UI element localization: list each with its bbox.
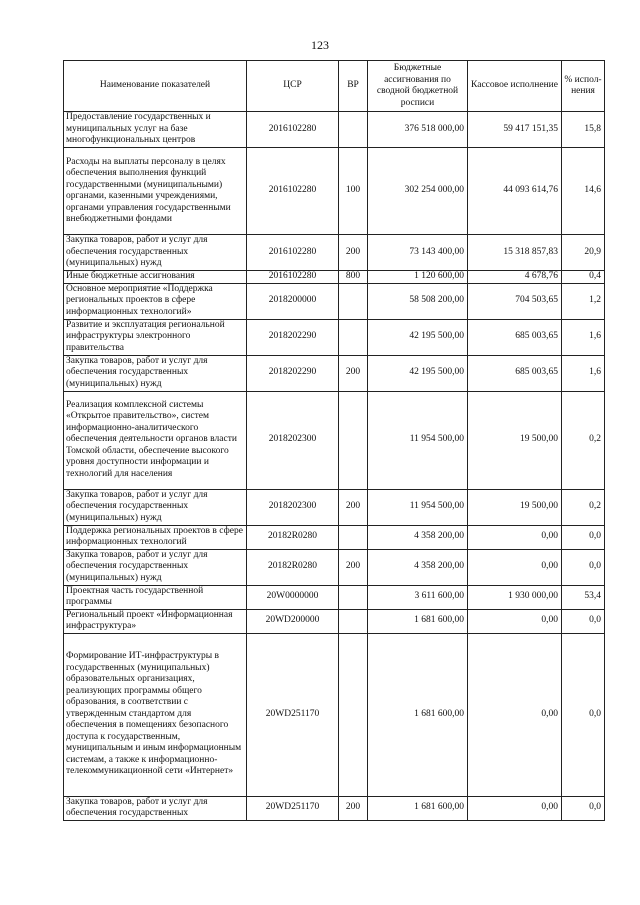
row-csr: 20W0000000 — [247, 585, 339, 609]
row-assigned: 58 508 200,00 — [368, 283, 468, 319]
row-pct: 0,4 — [562, 271, 605, 284]
table-row — [64, 489, 605, 525]
row-vr — [339, 319, 368, 355]
row-pct: 14,6 — [562, 148, 605, 235]
row-csr: 20WD251170 — [247, 796, 339, 820]
row-cash: 0,00 — [468, 609, 562, 633]
row-csr: 20182R0280 — [247, 549, 339, 585]
budget-table — [63, 60, 605, 821]
row-cash: 704 503,65 — [468, 283, 562, 319]
row-pct: 53,4 — [562, 585, 605, 609]
row-cash: 685 003,65 — [468, 355, 562, 391]
row-csr: 2018202300 — [247, 391, 339, 489]
table-row — [64, 235, 605, 271]
row-vr — [339, 391, 368, 489]
table-row — [64, 391, 605, 489]
row-name: Закупка товаров, работ и услуг для обеспечения государственных (муниципальных) нужд — [64, 489, 247, 525]
row-name: Развитие и эксплуатация региональной инфраструктуры электронного правительства — [64, 319, 247, 355]
row-name: Закупка товаров, работ и услуг для обеспечения государственных (муниципальных) нужд — [64, 235, 247, 271]
row-pct: 0,0 — [562, 796, 605, 820]
row-name: Иные бюджетные ассигнования — [64, 271, 247, 284]
row-cash: 0,00 — [468, 525, 562, 549]
row-name: Основное мероприятие «Поддержка региональных проектов в сфере информационных технологий» — [64, 283, 247, 319]
row-vr: 200 — [339, 549, 368, 585]
table-row — [64, 549, 605, 585]
col-header-cash: Кассовое исполнение — [468, 61, 562, 112]
row-pct: 0,0 — [562, 525, 605, 549]
row-cash: 4 678,76 — [468, 271, 562, 284]
row-pct: 20,9 — [562, 235, 605, 271]
row-name: Формирование ИТ-инфраструктуры в государственных (муниципальных) образовательных организациях, реализующих программы общего образования, в соответствии с утвержденным стандартом для обеспечения в помещениях безопасного доступа к государственным, муниципальным и иным информационным системам, а также к информационно-телекоммуникационной сети «Интернет» — [64, 633, 247, 796]
row-vr: 200 — [339, 796, 368, 820]
row-name: Закупка товаров, работ и услуг для обеспечения государственных — [64, 796, 247, 820]
row-csr: 2018202300 — [247, 489, 339, 525]
row-assigned: 4 358 200,00 — [368, 549, 468, 585]
table-body — [64, 112, 605, 821]
row-cash: 15 318 857,83 — [468, 235, 562, 271]
row-assigned: 11 954 500,00 — [368, 489, 468, 525]
row-assigned: 1 681 600,00 — [368, 633, 468, 796]
row-assigned: 73 143 400,00 — [368, 235, 468, 271]
row-csr: 2018202290 — [247, 319, 339, 355]
table-row — [64, 355, 605, 391]
row-pct: 1,6 — [562, 355, 605, 391]
row-vr — [339, 633, 368, 796]
row-csr: 2016102280 — [247, 235, 339, 271]
row-cash: 1 930 000,00 — [468, 585, 562, 609]
row-assigned: 42 195 500,00 — [368, 319, 468, 355]
row-assigned: 4 358 200,00 — [368, 525, 468, 549]
row-vr — [339, 525, 368, 549]
row-csr: 2016102280 — [247, 112, 339, 148]
row-assigned: 1 681 600,00 — [368, 796, 468, 820]
row-name: Поддержка региональных проектов в сфере информационных технологий — [64, 525, 247, 549]
row-vr: 200 — [339, 355, 368, 391]
row-vr — [339, 585, 368, 609]
row-assigned: 11 954 500,00 — [368, 391, 468, 489]
table-row — [64, 112, 605, 148]
row-assigned: 376 518 000,00 — [368, 112, 468, 148]
row-csr: 2016102280 — [247, 148, 339, 235]
row-cash: 0,00 — [468, 549, 562, 585]
row-pct: 1,2 — [562, 283, 605, 319]
row-pct: 0,2 — [562, 489, 605, 525]
row-pct: 15,8 — [562, 112, 605, 148]
row-cash: 19 500,00 — [468, 489, 562, 525]
row-assigned: 302 254 000,00 — [368, 148, 468, 235]
row-vr: 200 — [339, 489, 368, 525]
col-header-name: Наименование показателей — [64, 61, 247, 112]
table-row — [64, 585, 605, 609]
row-cash: 0,00 — [468, 633, 562, 796]
table-row — [64, 271, 605, 284]
row-pct: 0,0 — [562, 549, 605, 585]
row-name: Закупка товаров, работ и услуг для обеспечения государственных (муниципальных) нужд — [64, 549, 247, 585]
row-cash: 685 003,65 — [468, 319, 562, 355]
row-cash: 19 500,00 — [468, 391, 562, 489]
table-header — [64, 61, 605, 112]
row-assigned: 42 195 500,00 — [368, 355, 468, 391]
row-vr: 100 — [339, 148, 368, 235]
row-csr: 2018202290 — [247, 355, 339, 391]
row-assigned: 1 120 600,00 — [368, 271, 468, 284]
col-header-pct: % испол-нения — [562, 61, 605, 112]
row-pct: 0,2 — [562, 391, 605, 489]
row-name: Предоставление государственных и муниципальных услуг на базе многофункциональных центров — [64, 112, 247, 148]
row-assigned: 3 611 600,00 — [368, 585, 468, 609]
table-row — [64, 148, 605, 235]
row-name: Региональный проект «Информационная инфраструктура» — [64, 609, 247, 633]
row-vr — [339, 112, 368, 148]
row-name: Реализация комплексной системы «Открытое правительство», систем информационно-аналитического обеспечения деятельности органов власти Томской области, обеспечение высокого уровня доступности информации и технологий для населения — [64, 391, 247, 489]
row-pct: 1,6 — [562, 319, 605, 355]
row-name: Закупка товаров, работ и услуг для обеспечения государственных (муниципальных) нужд — [64, 355, 247, 391]
col-header-assignments: Бюджетные ассигнования по сводной бюджетной росписи — [368, 61, 468, 112]
row-pct: 0,0 — [562, 633, 605, 796]
row-vr — [339, 609, 368, 633]
row-csr: 20WD200000 — [247, 609, 339, 633]
row-pct: 0,0 — [562, 609, 605, 633]
row-vr — [339, 283, 368, 319]
table-row — [64, 796, 605, 820]
col-header-vr: ВР — [339, 61, 368, 112]
row-cash: 59 417 151,35 — [468, 112, 562, 148]
table-row — [64, 633, 605, 796]
page-number: 123 — [311, 38, 329, 52]
row-vr: 200 — [339, 235, 368, 271]
table-row — [64, 319, 605, 355]
row-csr: 20WD251170 — [247, 633, 339, 796]
row-cash: 0,00 — [468, 796, 562, 820]
row-csr: 20182R0280 — [247, 525, 339, 549]
row-vr: 800 — [339, 271, 368, 284]
col-header-csr: ЦСР — [247, 61, 339, 112]
row-csr: 2018200000 — [247, 283, 339, 319]
row-csr: 2016102280 — [247, 271, 339, 284]
table-row — [64, 609, 605, 633]
row-name: Проектная часть государственной программы — [64, 585, 247, 609]
row-assigned: 1 681 600,00 — [368, 609, 468, 633]
row-cash: 44 093 614,76 — [468, 148, 562, 235]
table-row — [64, 283, 605, 319]
row-name: Расходы на выплаты персоналу в целях обеспечения выполнения функций государственными (муниципальными) органами, казенными учреждениями, органами управления государственными внебюджетными фондами — [64, 148, 247, 235]
table-row — [64, 525, 605, 549]
